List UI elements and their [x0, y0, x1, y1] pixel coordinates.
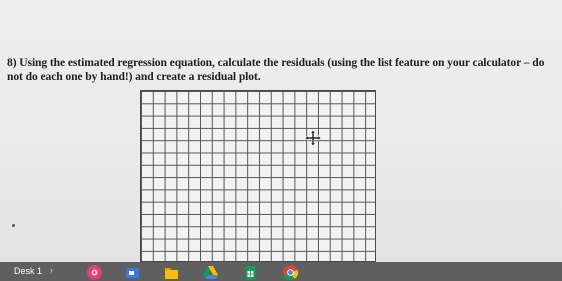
margin-mark: [12, 224, 15, 227]
screen-capture-icon[interactable]: [124, 264, 141, 281]
google-drive-icon[interactable]: [202, 264, 219, 281]
settings-icon[interactable]: [86, 264, 103, 281]
desk-chevron-icon[interactable]: ›: [50, 265, 53, 275]
shelf-taskbar: [0, 262, 562, 281]
move-cursor-icon: [305, 130, 321, 146]
residual-plot-grid: [140, 90, 376, 262]
chrome-icon[interactable]: [282, 264, 299, 281]
question-text: 8) Using the estimated regression equation, calculate the residuals (using the list feature on your calculator – do not do each one by hand!) and create a residual plot.: [7, 56, 545, 83]
files-icon[interactable]: [163, 264, 180, 281]
desk-switcher[interactable]: Desk 1: [14, 266, 43, 276]
sheets-icon[interactable]: [242, 264, 259, 281]
